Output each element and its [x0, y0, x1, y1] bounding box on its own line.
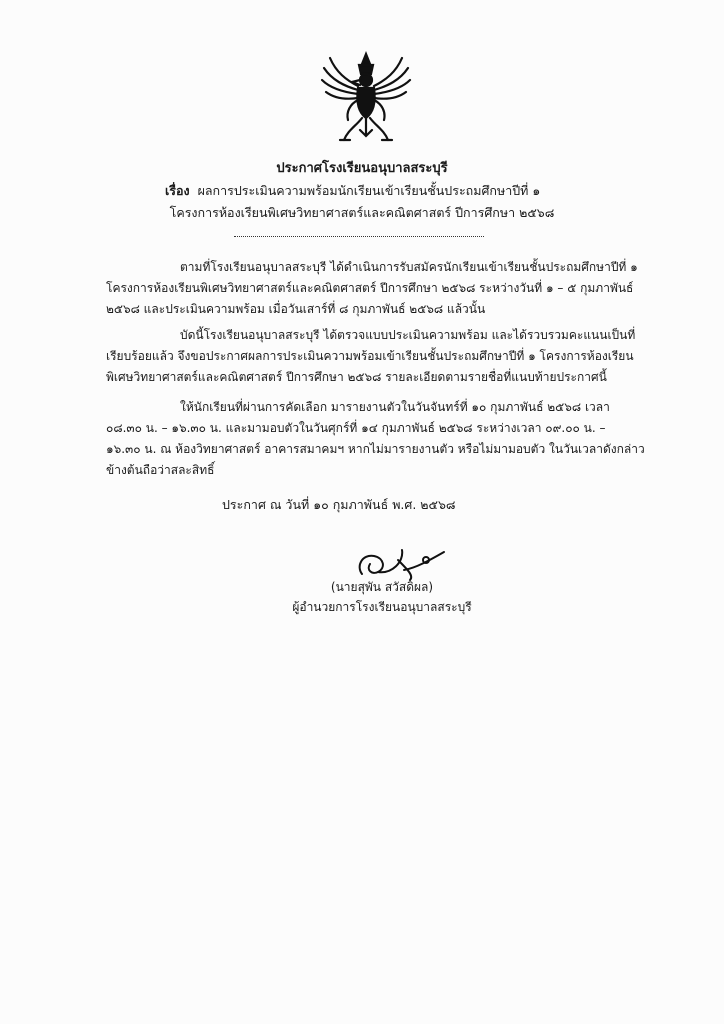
subject-label: เรื่อง: [165, 183, 190, 198]
announcement-title: ประกาศโรงเรียนอนุบาลสระบุรี: [276, 161, 448, 176]
paragraph-1-line-3: ๒๕๖๘ และประเมินความพร้อม เมื่อวันเสาร์ที่ ๘ กุมภาพันธ์ ๒๕๖๘ แล้วนั้น: [106, 302, 486, 316]
garuda-emblem-icon: [318, 50, 414, 150]
dotted-divider: [234, 230, 484, 237]
paragraph-1-line-2: โครงการห้องเรียนพิเศษวิทยาศาสตร์และคณิตศาสตร์ ปีการศึกษา ๒๕๖๘ ระหว่างวันที่ ๑ – ๕ กุมภาพันธ์: [106, 281, 634, 295]
paragraph-3-line-4: ข้างต้นถือว่าสละสิทธิ์: [106, 463, 215, 477]
paragraph-3-line-3: ๑๖.๓๐ น. ณ ห้องวิทยาศาสตร์ อาคารสมาคมฯ หากไม่มารายงานตัว หรือไม่มามอบตัว ในวันเวลาดังกล่าว: [106, 442, 645, 456]
paragraph-3-line-2: ๐๘.๓๐ น. – ๑๖.๓๐ น. และมามอบตัวในวันศุกร์ที่ ๑๔ กุมภาพันธ์ ๒๕๖๘ ระหว่างเวลา ๐๙.๐๐ น. –: [106, 421, 606, 435]
subject-text: ผลการประเมินความพร้อมนักเรียนเข้าเรียนชั้นประถมศึกษาปีที่ ๑: [197, 183, 541, 198]
subject-line: [165, 182, 540, 200]
project-line: โครงการห้องเรียนพิเศษวิทยาศาสตร์และคณิตศาสตร์ ปีการศึกษา ๒๕๖๘: [169, 205, 555, 220]
signer-position: ผู้อำนวยการโรงเรียนอนุบาลสระบุรี: [292, 600, 472, 614]
paragraph-2-line-2: เรียบร้อยแล้ว จึงขอประกาศผลการประเมินความพร้อมเข้าเรียนชั้นประถมศึกษาปีที่ ๑ โครงการห้องเรียน: [106, 349, 634, 363]
announcement-date: ประกาศ ณ วันที่ ๑๐ กุมภาพันธ์ พ.ศ. ๒๕๖๘: [222, 497, 456, 512]
paragraph-1-line-1: ตามที่โรงเรียนอนุบาลสระบุรี ได้ดำเนินการรับสมัครนักเรียนเข้าเรียนชั้นประถมศึกษาปีที่ ๑: [180, 260, 638, 274]
paragraph-2-line-1: บัดนี้โรงเรียนอนุบาลสระบุรี ได้ตรวจแบบประเมินความพร้อม และได้รวบรวมคะแนนเป็นที่: [180, 328, 636, 342]
signer-name: (นายสุพัน สวัสดิผล): [330, 580, 434, 594]
paragraph-3-line-1: ให้นักเรียนที่ผ่านการคัดเลือก มารายงานตัวในวันจันทร์ที่ ๑๐ กุมภาพันธ์ ๒๕๖๘ เวลา: [180, 400, 610, 414]
paragraph-2-line-3: พิเศษวิทยาศาสตร์และคณิตศาสตร์ ปีการศึกษา ๒๕๖๘ รายละเอียดตามรายชื่อที่แนบท้ายประกาศนี้: [106, 370, 607, 384]
